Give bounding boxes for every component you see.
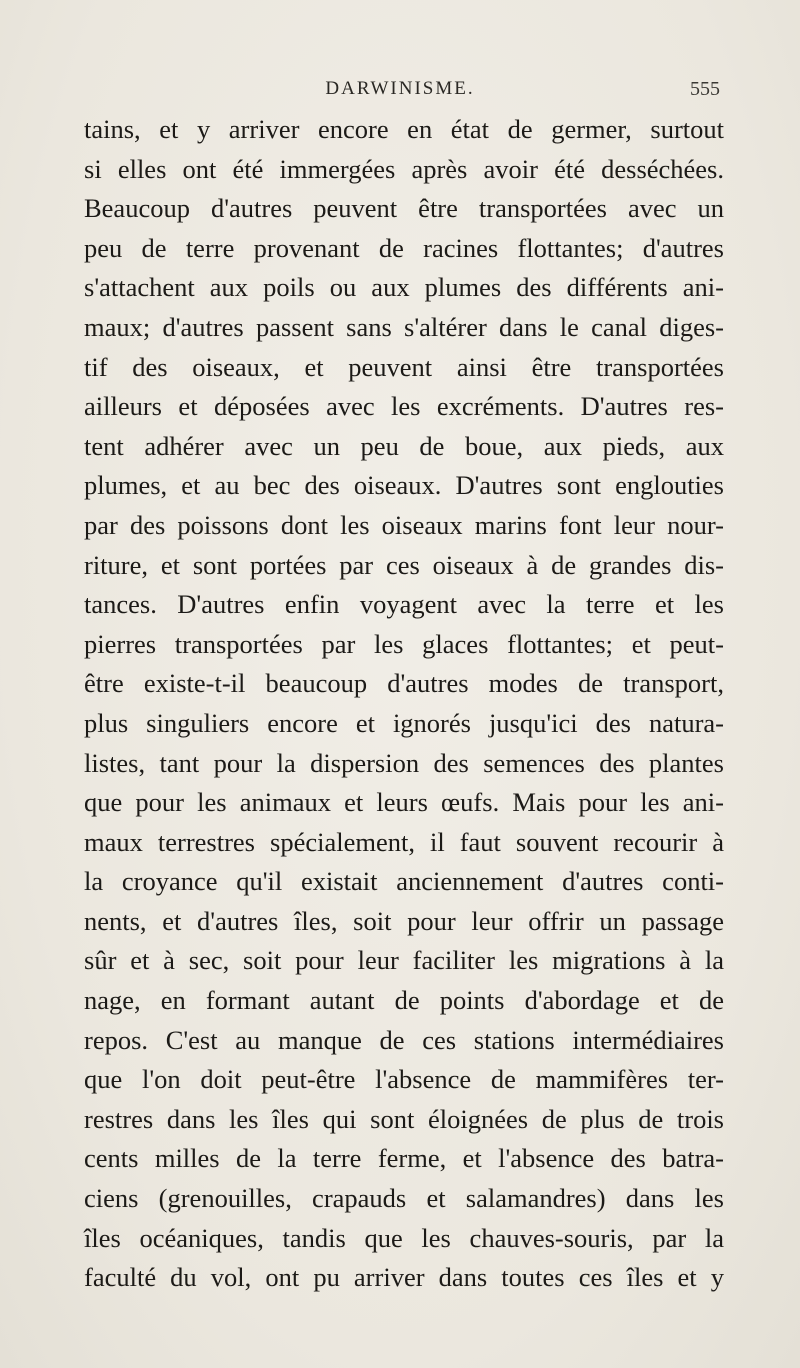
running-title: DARWINISME.	[325, 78, 475, 99]
text-line: tances. D'autres enfin voyagent avec la terre et les	[84, 589, 724, 620]
text-line: maux; d'autres passent sans s'altérer dans le canal diges-	[84, 311, 724, 342]
text-line: faculté du vol, ont pu arriver dans toutes ces îles et y	[84, 1262, 724, 1293]
text-line: nage, en formant autant de points d'abordage et de	[84, 985, 724, 1016]
text-line: Beaucoup d'autres peuvent être transportées avec un	[84, 193, 724, 224]
text-line: repos. C'est au manque de ces stations intermédiaires	[84, 1024, 724, 1055]
text-line: restres dans les îles qui sont éloignées de plus de trois	[84, 1103, 724, 1134]
text-line: tent adhérer avec un peu de boue, aux pieds, aux	[84, 430, 724, 461]
text-line: ailleurs et déposées avec les excréments. D'autres res-	[84, 391, 724, 422]
text-line: être existe-t-il beaucoup d'autres modes de transport,	[84, 668, 724, 699]
text-line: cents milles de la terre ferme, et l'absence des batra-	[84, 1143, 724, 1174]
page-number: 555	[690, 78, 720, 100]
running-head	[80, 78, 720, 104]
text-line: que pour les animaux et leurs œufs. Mais pour les ani-	[84, 787, 724, 818]
text-line: maux terrestres spécialement, il faut souvent recourir à	[84, 826, 724, 857]
text-line: plumes, et au bec des oiseaux. D'autres sont englouties	[84, 470, 724, 501]
text-line: îles océaniques, tandis que les chauves-souris, par la	[84, 1222, 724, 1253]
text-line: tains, et y arriver encore en état de germer, surtout	[84, 114, 724, 144]
text-line: s'attachent aux poils ou aux plumes des différents ani-	[84, 272, 724, 303]
text-line: si elles ont été immergées après avoir été desséchées.	[84, 153, 724, 184]
text-line: plus singuliers encore et ignorés jusqu'ici des natura-	[84, 707, 724, 738]
text-line: sûr et à sec, soit pour leur faciliter les migrations à la	[84, 945, 724, 976]
text-line: par des poissons dont les oiseaux marins font leur nour-	[84, 509, 724, 540]
text-line: nents, et d'autres îles, soit pour leur offrir un passage	[84, 905, 724, 936]
text-line: riture, et sont portées par ces oiseaux à de grandes dis-	[84, 549, 724, 580]
text-line: ciens (grenouilles, crapauds et salamandres) dans les	[84, 1183, 724, 1214]
text-line: la croyance qu'il existait anciennement d'autres conti-	[84, 866, 724, 897]
text-line: pierres transportées par les glaces flottantes; et peut-	[84, 628, 724, 659]
text-line: peu de terre provenant de racines flottantes; d'autres	[84, 232, 724, 263]
text-line: listes, tant pour la dispersion des semences des plantes	[84, 747, 724, 778]
body-text	[84, 110, 724, 1298]
text-line: que l'on doit peut-être l'absence de mammifères ter-	[84, 1064, 724, 1095]
text-line: tif des oiseaux, et peuvent ainsi être transportées	[84, 351, 724, 382]
